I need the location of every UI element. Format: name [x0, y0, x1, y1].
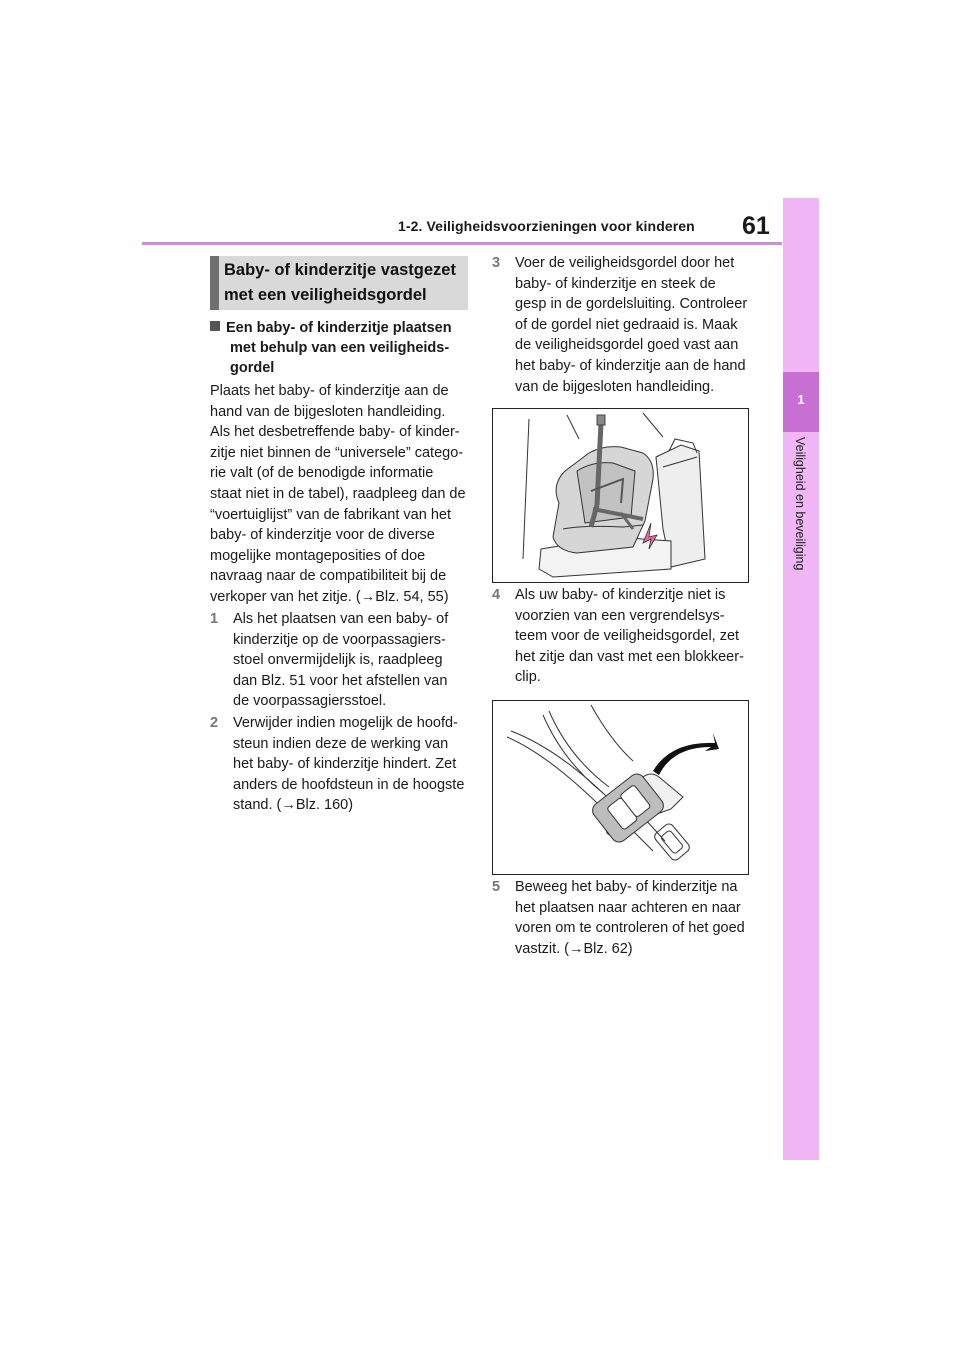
text-line: baby- of kinderzitje en steek de: [515, 275, 716, 292]
header-rule: [142, 242, 782, 245]
step-text: [233, 713, 464, 816]
text-line: anders de hoofdsteun in de hoogste: [233, 776, 465, 793]
section-title-line: met een veiligheidsgordel: [224, 286, 427, 304]
text-line: verkoper van het zitje. (→Blz. 54, 55): [210, 588, 449, 605]
text-line: het zitje dan vast met een blokkeer-: [515, 648, 744, 665]
step-text: [515, 253, 747, 397]
text-line: dan Blz. 51 voor het afstellen van: [233, 672, 448, 689]
text-line: mogelijke montageposities of doe: [210, 547, 426, 564]
text-line: van de bijgesloten handleiding.: [515, 378, 715, 395]
text-line: clip.: [515, 669, 541, 686]
text-line: het plaatsen naar achteren en naar: [515, 899, 741, 916]
step-number: 3: [492, 255, 501, 271]
curved-arrow-icon: [653, 733, 719, 775]
intro-paragraph: [210, 381, 472, 608]
subheading: [210, 318, 470, 378]
text-line: Verwijder indien mogelijk de hoofd-: [233, 715, 458, 731]
text-line: voorzien van een vergrendelsys-: [515, 607, 725, 624]
text-line: Als het plaatsen van een baby- of: [233, 611, 449, 627]
subheading-line: met behulp van een veiligheids-: [230, 340, 450, 356]
text-line: Als het desbetreffende baby- of kinder-: [210, 424, 460, 441]
chapter-title: Veiligheid en beveiliging: [793, 437, 807, 571]
section-title-bar: [210, 256, 219, 310]
running-header: 1-2. Veiligheidsvoorzieningen voor kinderen: [398, 218, 695, 234]
text-line: hand van de bijgesloten handleiding.: [210, 403, 446, 420]
step-number: 5: [492, 879, 501, 895]
square-bullet-icon: [210, 321, 220, 331]
text-line: of de gordel niet gedraaid is. Maak: [515, 316, 738, 333]
text-line: rie valt (of de benodigde informatie: [210, 465, 434, 482]
text-line: navraag naar de compatibiliteit bij de: [210, 568, 447, 585]
text-line: Beweeg het baby- of kinderzitje na: [515, 879, 738, 895]
step-text: [233, 609, 448, 712]
text-line: de voorpassagiersstoel.: [233, 693, 387, 710]
text-line: het baby- of kinderzitje aan de hand: [515, 357, 746, 374]
text-line: kinderzitje op de voorpassagiers-: [233, 631, 446, 648]
text-line: teem voor de veiligheidsgordel, zet: [515, 628, 740, 645]
page-number: 61: [742, 212, 770, 240]
text-line: stand. (→Blz. 160): [233, 797, 354, 814]
step-number: 4: [492, 587, 501, 603]
text-line: zitje niet binnen de “universele” catego-: [210, 444, 464, 461]
text-line: Voer de veiligheidsgordel door het: [515, 255, 735, 271]
child-seat-drawing: [493, 409, 748, 582]
locking-clip-drawing: [493, 701, 748, 874]
text-line: “voertuiglijst” van de fabrikant van het: [210, 506, 451, 523]
text-line: de veiligheidsgordel goed vast aan: [515, 337, 739, 354]
section-title-line: Baby- of kinderzitje vastgezet: [224, 261, 456, 279]
subheading-line: Een baby- of kinderzitje plaatsen: [226, 320, 452, 336]
text-line: het baby- of kinderzitje hindert. Zet: [233, 756, 457, 773]
text-line: vastzit. (→Blz. 62): [515, 940, 633, 957]
text-line: baby- of kinderzitje voor de diverse: [210, 527, 435, 544]
step-text: [515, 877, 745, 959]
subheading-line: gordel: [230, 360, 275, 376]
chapter-tab: [783, 198, 819, 1160]
child-seat-illustration: [492, 408, 749, 583]
chapter-number: 1: [797, 392, 805, 407]
step-number: 1: [210, 611, 219, 627]
locking-clip-illustration: [492, 700, 749, 875]
step-number: 2: [210, 715, 219, 731]
text-line: steun indien deze de werking van: [233, 735, 449, 752]
step-text: [515, 585, 744, 688]
text-line: voren om te controleren of het goed: [515, 920, 745, 937]
text-line: Als uw baby- of kinderzitje niet is: [515, 587, 726, 603]
text-line: Plaats het baby- of kinderzitje aan de: [210, 383, 449, 399]
text-line: gesp in de gordelsluiting. Controleer: [515, 296, 748, 313]
section-title: [224, 258, 464, 308]
text-line: staat niet in de tabel), raadpleeg dan de: [210, 485, 466, 502]
text-line: stoel onvermijdelijk is, raadpleeg: [233, 652, 443, 669]
